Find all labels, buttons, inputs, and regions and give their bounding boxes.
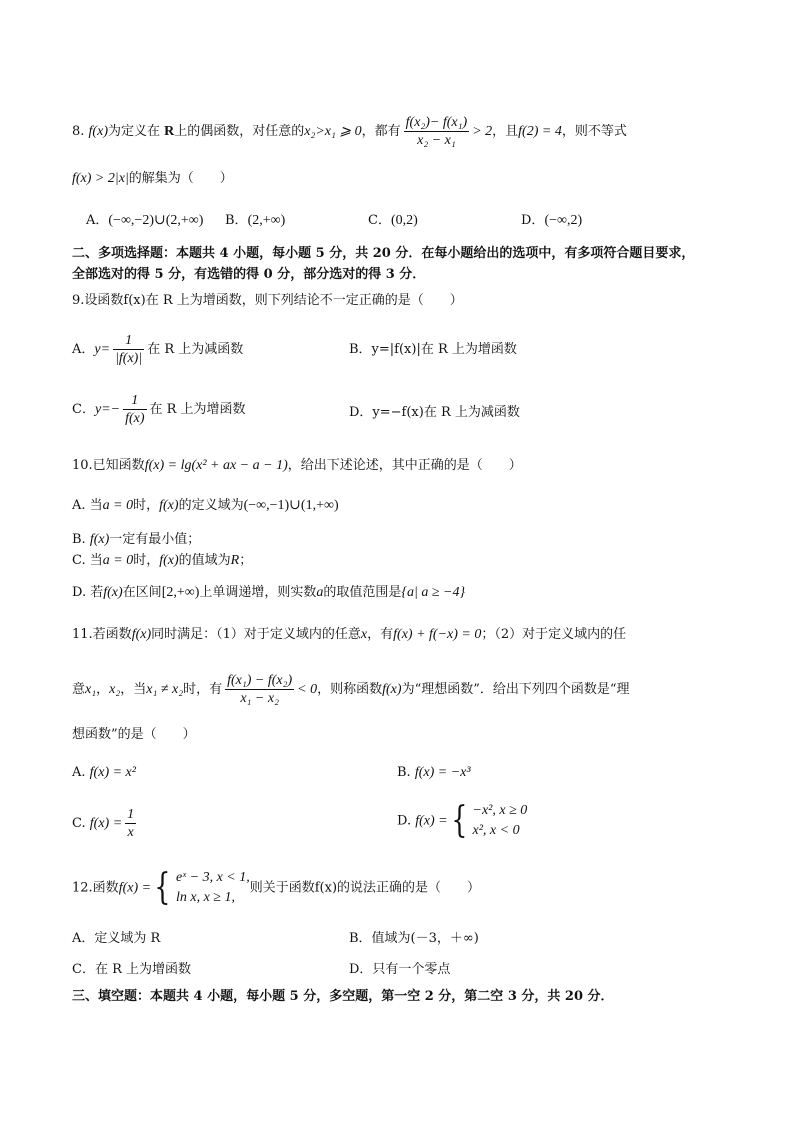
option-text: 在 R 上为减函数 (147, 342, 244, 357)
option-math: f(x) = −x³ (414, 765, 471, 780)
q9-option-a (72, 332, 243, 367)
option-label: A. (72, 765, 86, 780)
q8-option-b (225, 212, 285, 230)
q11-option-d (397, 801, 527, 841)
q11-text: 意 (72, 682, 86, 697)
option-math: y= (94, 342, 111, 357)
left-brace-icon: { (154, 867, 171, 908)
option-value: (2,+∞) (247, 213, 286, 228)
fraction-numerator: 1 (113, 332, 144, 350)
q8-math-condition: x₂>x₁ ⩾ 0 (304, 124, 362, 139)
option-math: f(x) (89, 532, 110, 547)
q10-option-c (72, 552, 252, 570)
option-text: B. (72, 532, 86, 547)
option-math: a = 0 (102, 498, 134, 513)
option-math: f(x) = (415, 813, 448, 829)
q11-text: 为“理想函数”．给出下列四个函数是“理 (401, 682, 630, 697)
q12-text: 12.函数 (72, 880, 119, 896)
option-label: A． (72, 342, 95, 357)
q11-math: x₁ (85, 682, 97, 697)
q8-option-a (86, 212, 203, 230)
q11-text: ， (96, 682, 110, 697)
section3-heading: 三、填空题：本题共 4 小题，每小题 5 分，多空题，第一空 2 分，第二空 3 分，共 20 分． (72, 989, 614, 1004)
option-math: {a| a ≥ −4} (401, 585, 466, 600)
q12-text: 则关于函数f(x)的说法正确的是（ ） (249, 880, 481, 896)
q9-c-fraction (123, 392, 146, 427)
q11-text: ，则称函数 (317, 682, 383, 697)
q10-math-function: f(x) = lg(x² + ax − a − 1) (144, 458, 288, 473)
q11-text: ；（2）对于定义域内的任 (481, 627, 627, 642)
q11-text: ，当 (120, 682, 147, 697)
option-text: 时， (133, 553, 160, 568)
q9-stem: 9.设函数f(x)在 R 上为增函数，则下列结论不一定正确的是（ ） (72, 293, 463, 308)
fraction-denominator: f(x) (125, 411, 145, 426)
q11-math: x (360, 627, 368, 642)
option-math: a (316, 585, 324, 600)
q12-math: f(x) = (118, 880, 152, 896)
option-label: C． (368, 213, 391, 228)
q8-math-inequality: f(x) > 2|x| (72, 171, 129, 186)
option-math: y=− (94, 402, 121, 417)
q10-text: ，给出下述论述，其中正确的是（ ） (287, 458, 522, 473)
fraction-numerator: 1 (123, 392, 146, 410)
option-label: A． (86, 213, 109, 228)
option-text: 的取值范围是 (323, 585, 402, 600)
option-label: D． (521, 213, 545, 228)
q10-option-a (72, 497, 339, 515)
piecewise-case: eˣ − 3, x < 1, (175, 870, 250, 885)
q11-text: 同时满足：（1）对于定义域内的任意 (151, 627, 361, 642)
option-math: R (230, 553, 240, 568)
q11-stem-line1 (72, 626, 626, 644)
option-text: 一定有最小值； (109, 532, 201, 547)
option-text: C. 当 (72, 553, 103, 568)
q12-piecewise (176, 868, 250, 908)
q10-text: 10.已知函数 (72, 458, 145, 473)
option-text: D. 若 (72, 585, 104, 600)
q11-math: f(x) (382, 682, 402, 697)
q8-fraction-denominator: x₂ − x₁ (417, 133, 456, 148)
q9-a-fraction (113, 332, 144, 367)
q8-stem-line1 (72, 114, 627, 149)
q12-option-a: A．定义域为 R (72, 931, 161, 946)
section2-heading-line1: 二、多项选择题：本题共 4 小题，每小题 5 分，共 20 分．在每小题给出的选项中，有多项符合题目要求， (72, 246, 695, 261)
q11-option-b (397, 764, 471, 782)
fraction-denominator: |f(x)| (115, 351, 143, 366)
q8-option-c (368, 212, 418, 230)
option-label: C. (72, 816, 86, 831)
option-text: A. 当 (72, 498, 103, 513)
q11-math: < 0 (297, 682, 318, 697)
q11-d-piecewise (473, 801, 528, 841)
q11-stem-line3: 想函数”的是（ ） (72, 727, 196, 742)
q9-option-c (72, 392, 246, 427)
q8-fraction-numerator: f(x₂)− f(x₁) (405, 115, 468, 130)
fraction-numerator: 1 (127, 807, 135, 822)
option-math: f(x) (159, 498, 179, 513)
q9-option-b: B．y=|f(x)|在 R 上为增函数 (349, 342, 517, 357)
q8-text: ，且 (492, 124, 519, 139)
q10-stem (72, 457, 522, 475)
q8-fraction (404, 114, 470, 149)
q8-text: ，都有 (361, 124, 401, 139)
option-text: 在区间 (122, 585, 162, 600)
q8-math-f2: f(2) = 4 (518, 124, 562, 139)
option-math: f(x) = (89, 816, 123, 831)
option-math: f(x) = x² (89, 765, 136, 780)
q11-fraction (225, 672, 294, 707)
piecewise-case: x², x < 0 (472, 823, 520, 838)
q9-option-d: D．y=−f(x)在 R 上为减函数 (349, 405, 520, 420)
option-text: 上单调递增，则实数 (199, 585, 317, 600)
option-label: D. (397, 813, 412, 829)
left-brace-icon: { (451, 800, 468, 841)
option-label: B． (225, 213, 248, 228)
q11-math: f(x) (131, 627, 152, 642)
q10-option-d (72, 584, 465, 602)
q12-option-c: C．在 R 上为增函数 (72, 962, 191, 977)
q8-math-gt2: > 2 (472, 124, 493, 139)
q10-option-b (72, 531, 200, 549)
option-math: f(x) (103, 585, 123, 600)
piecewise-case: −x², x ≥ 0 (472, 803, 528, 818)
option-math: a = 0 (102, 553, 134, 568)
q11-text: ，有 (367, 627, 394, 642)
q11-c-fraction (125, 806, 136, 841)
option-value: (−∞,2) (544, 213, 583, 228)
fraction-denominator: x₁ − x₂ (240, 691, 279, 706)
option-math: f(x) (159, 553, 179, 568)
option-value: (0,2) (390, 213, 418, 228)
q8-text: ，则不等式 (561, 124, 627, 139)
q11-math: x₁ ≠ x₂ (146, 682, 184, 697)
q11-math: x₂ (109, 682, 121, 697)
q8-number: 8. (72, 124, 85, 139)
q8-text: 的解集为（ ） (128, 171, 233, 186)
q11-option-a (72, 764, 136, 782)
q11-math: f(x) + f(−x) = 0 (393, 627, 482, 642)
option-text: 的定义域为 (178, 498, 244, 513)
option-text: 时， (133, 498, 160, 513)
q8-math-fx: f(x) (88, 124, 108, 139)
q8-math-R: R (164, 124, 175, 139)
option-label: B. (397, 765, 411, 780)
q8-stem-line2 (72, 170, 233, 188)
q11-text: 时，有 (183, 682, 223, 697)
fraction-numerator: f(x₁) − f(x₂) (227, 673, 293, 688)
option-text: ； (239, 553, 253, 568)
option-text: 在 R 上为增函数 (149, 402, 246, 417)
option-text: 的值域为 (178, 553, 231, 568)
q11-stem-line2 (72, 672, 630, 707)
q8-text: 上的偶函数，对任意的 (174, 124, 305, 139)
piecewise-case: ln x, x ≥ 1, (175, 890, 235, 905)
fraction-denominator: x (127, 825, 134, 840)
option-value: (−∞,−2)∪(2,+∞) (108, 213, 204, 228)
q12-stem (72, 868, 480, 908)
q12-option-b: B．值域为(－3，＋∞) (349, 931, 479, 946)
q11-text: 11.若函数 (72, 627, 132, 642)
q11-option-c (72, 806, 139, 841)
option-math: (−∞,−1)∪(1,+∞) (243, 498, 339, 513)
option-label: C． (72, 402, 95, 417)
option-math: [2,+∞) (161, 585, 200, 600)
section2-heading-line2: 全部选对的得 5 分，有选错的得 0 分，部分选对的得 3 分． (72, 267, 426, 282)
q12-option-d: D．只有一个零点 (349, 962, 451, 977)
q8-option-d (521, 212, 582, 230)
q8-text: 为定义在 (107, 124, 160, 139)
